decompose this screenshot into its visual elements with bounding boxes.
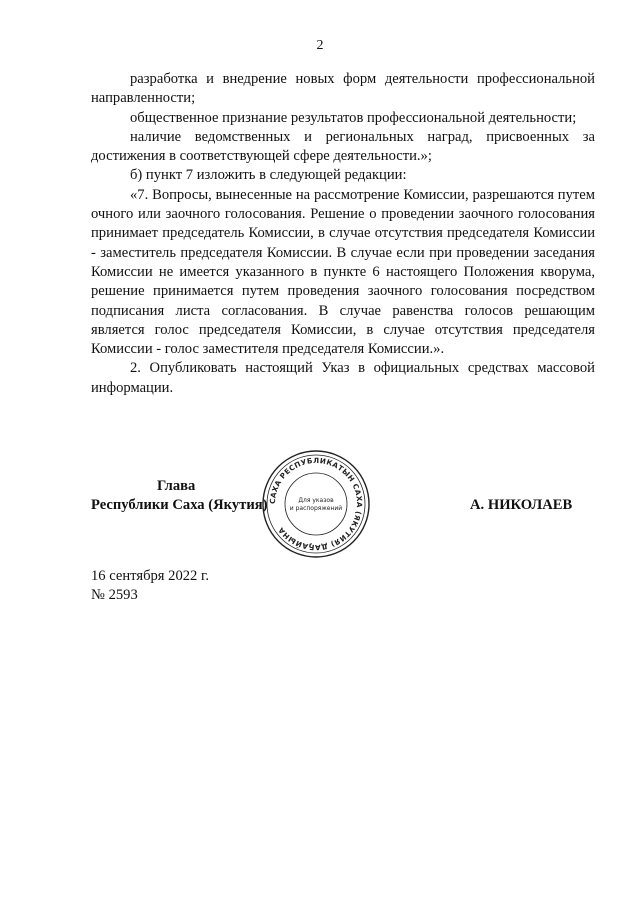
seal-outer-text: САХА РЕСПУБЛИКАТЫН САХА (ЯКУТИЯ) ДАҔАЙЫНА xyxy=(267,455,365,553)
paragraph: б) пункт 7 изложить в следующей редакции: xyxy=(130,167,407,184)
paragraph: общественное признание результатов профессиональной деятельности; xyxy=(130,109,577,126)
signatory-name: А. НИКОЛАЕВ xyxy=(470,497,573,513)
signatory-title-line1: Глава xyxy=(157,478,196,494)
paragraph: наличие ведомственных и региональных наград, присвоенных за достижения в соответствующей сфере деятельности.»; xyxy=(91,128,595,165)
official-seal xyxy=(260,448,372,560)
document-date: 16 сентября 2022 г. xyxy=(91,568,209,584)
document-number: № 2593 xyxy=(91,587,138,603)
paragraph: 2. Опубликовать настоящий Указ в официальных средствах массовой информации. xyxy=(91,360,595,396)
paragraph: разработка и внедрение новых форм деятельности профессиональной направленности; xyxy=(91,71,595,107)
signatory-title-line2: Республики Саха (Якутия) xyxy=(91,497,268,513)
paragraph: «7. Вопросы, вынесенные на рассмотрение Комиссии, разрешаются путем очного или заочного голосования. Решение о проведении заочного голосования принимает председатель Комиссии, в случае отсутствия председателя Комиссии - заместитель председателя Комиссии. В случае если при проведении заседания Комиссии не имеется указанного в пункте 6 настоящего Положения кворума, решение принимается путем проведения заочного голосования посредством подписания листа согласования. В случае равенства голосов решающим является голос председателя Комиссии, в случае отсутствия председателя Комиссии - голос заместителя председателя Комиссии.». xyxy=(91,186,595,358)
page-number: 2 xyxy=(316,38,324,53)
seal-inner-text: Для указов и распоряжений xyxy=(289,497,343,512)
document-body xyxy=(91,70,595,398)
